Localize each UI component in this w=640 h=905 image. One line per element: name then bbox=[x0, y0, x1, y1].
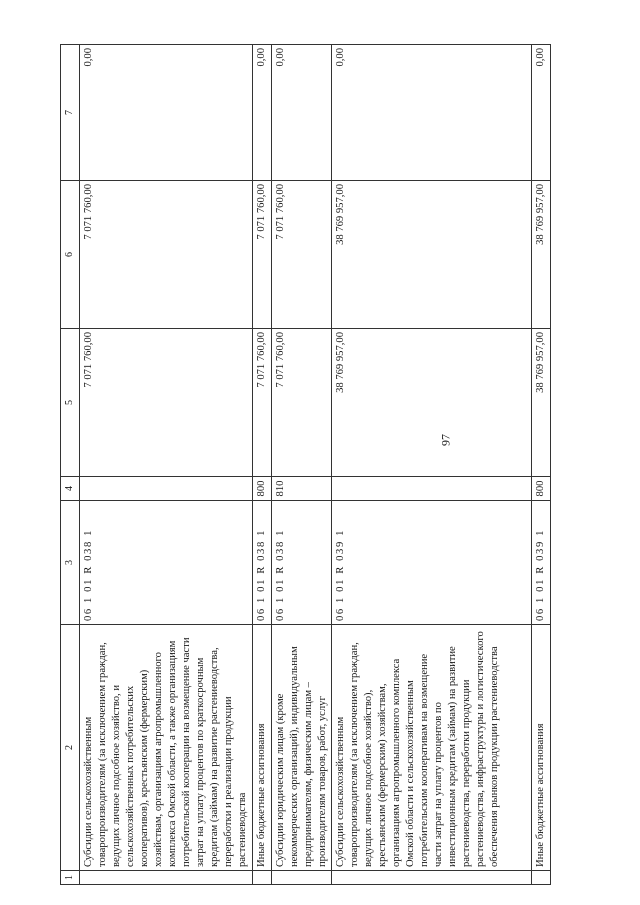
row-index-cell bbox=[532, 871, 551, 885]
row-index-cell bbox=[271, 871, 332, 885]
row-name: Иные бюджетные ассигнования bbox=[532, 625, 551, 871]
header-col-3: 3 bbox=[61, 501, 80, 625]
table-row bbox=[532, 45, 551, 885]
row-vr: 800 bbox=[252, 477, 271, 501]
row-index-cell bbox=[80, 871, 253, 885]
row-sum-7: 0,00 bbox=[332, 45, 532, 181]
header-col-5: 5 bbox=[61, 329, 80, 477]
row-sum-7: 0,00 bbox=[80, 45, 253, 181]
header-row bbox=[61, 45, 80, 885]
row-code: 06 1 01 R 038 1 bbox=[80, 501, 253, 625]
header-col-4: 4 bbox=[61, 477, 80, 501]
row-sum-6: 38 769 957,00 bbox=[532, 181, 551, 329]
row-sum-5: 38 769 957,00 bbox=[532, 329, 551, 477]
row-code: 06 1 01 R 039 1 bbox=[532, 501, 551, 625]
row-vr: 810 bbox=[271, 477, 332, 501]
header-col-6: 6 bbox=[61, 181, 80, 329]
row-sum-6: 7 071 760,00 bbox=[252, 181, 271, 329]
row-vr: 800 bbox=[532, 477, 551, 501]
row-name: Субсидии сельскохозяйственным товаропроизводителям (за исключением граждан, ведущих личное подсобное хозяйство), крестьянским (фермерским) хозяйствам, организациям агропромышленного комплекса Омской области и сельскохозяйственным потребительским кооперативам на возмещение части затрат на уплату процентов по инвестиционным кредитам (займам) на развитие растениеводства, переработки продукции растениеводства, инфраструктуры и логистического обеспечения рынков продукции растениеводства bbox=[332, 625, 532, 871]
row-sum-5: 38 769 957,00 bbox=[332, 329, 532, 477]
row-sum-6: 7 071 760,00 bbox=[80, 181, 253, 329]
row-code: 06 1 01 R 039 1 bbox=[332, 501, 532, 625]
header-col-7: 7 bbox=[61, 45, 80, 181]
row-sum-7: 0,00 bbox=[532, 45, 551, 181]
row-name: Субсидии сельскохозяйственным товаропроизводителям (за исключением граждан, ведущих личное подсобное хозяйство, и сельскохозяйственных потребительских кооперативов), крестьянским (фермерским) хозяйствам, организациям агропромышленного комплекса Омской области, а также организациям потребительской кооперации на возмещение части затрат на уплату процентов по краткосрочным кредитам (займам) на развитие растениеводства, переработки и реализации продукции растениеводства bbox=[80, 625, 253, 871]
page-number: 97 bbox=[438, 434, 453, 446]
row-name: Субсидии юридическим лицам (кроме некоммерческих организаций), индивидуальным предпринимателям, физическим лицам – производителям товаров, работ, услуг bbox=[271, 625, 332, 871]
row-sum-5: 7 071 760,00 bbox=[252, 329, 271, 477]
row-code: 06 1 01 R 038 1 bbox=[271, 501, 332, 625]
table-row bbox=[80, 45, 253, 885]
budget-allocation-table bbox=[60, 44, 551, 885]
row-vr bbox=[80, 477, 253, 501]
row-sum-7: 0,00 bbox=[252, 45, 271, 181]
row-name: Иные бюджетные ассигнования bbox=[252, 625, 271, 871]
header-col-1: 1 bbox=[61, 871, 80, 885]
table-row bbox=[271, 45, 332, 885]
row-vr bbox=[332, 477, 532, 501]
row-sum-5: 7 071 760,00 bbox=[80, 329, 253, 477]
row-sum-6: 7 071 760,00 bbox=[271, 181, 332, 329]
table-row bbox=[252, 45, 271, 885]
header-col-2: 2 bbox=[61, 625, 80, 871]
rotated-document-page bbox=[60, 45, 546, 885]
row-sum-5: 7 071 760,00 bbox=[271, 329, 332, 477]
row-index-cell bbox=[252, 871, 271, 885]
row-sum-6: 38 769 957,00 bbox=[332, 181, 532, 329]
row-code: 06 1 01 R 038 1 bbox=[252, 501, 271, 625]
row-index-cell bbox=[332, 871, 532, 885]
table-row bbox=[332, 45, 532, 885]
row-sum-7: 0,00 bbox=[271, 45, 332, 181]
